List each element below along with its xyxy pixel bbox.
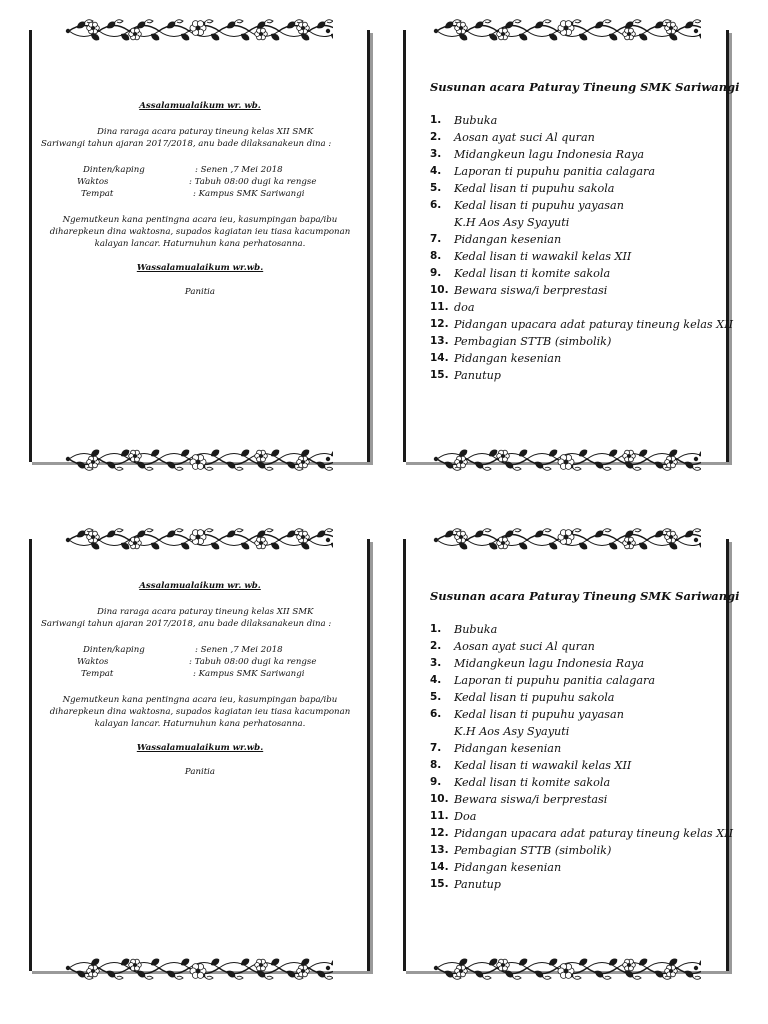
agenda-item: [430, 163, 739, 180]
floral-vine-border-icon: [63, 951, 333, 985]
agenda-item-number: 9.: [430, 267, 442, 279]
agenda-item: [430, 299, 739, 316]
invitation-card-bottom: [27, 523, 372, 983]
agenda-item-number: 2.: [430, 131, 442, 143]
agenda-item: [430, 825, 739, 842]
detail-value: : Kampus SMK Sariwangi: [193, 189, 305, 199]
agenda-item-text: Pidangan kesenian: [454, 861, 562, 874]
detail-label: Tempat: [81, 189, 114, 199]
greeting: Assalamualaikum wr. wb.: [139, 581, 261, 591]
agenda-item-number: 6.: [430, 199, 442, 211]
agenda-item-number: 14.: [430, 352, 449, 364]
agenda-item: [430, 808, 739, 825]
agenda-item-text: Panutup: [454, 369, 501, 382]
agenda-item-number: 14.: [430, 861, 449, 873]
agenda-item: [430, 180, 739, 197]
agenda-item-number: 4.: [430, 165, 442, 177]
detail-label: Waktos: [77, 657, 109, 667]
detail-value: : Tabuh 08:00 dugi ka rengse: [189, 177, 317, 187]
agenda-item-text: Bewara siswa/i berprestasi: [454, 284, 608, 297]
agenda-item-text: Kedal lisan ti wawakil kelas XII: [454, 250, 632, 263]
signature: Panitia: [184, 767, 216, 777]
agenda-item-number: 1.: [430, 623, 442, 635]
intro-line-1: Dina raraga acara paturay tineung kelas XII SMK: [97, 607, 314, 617]
agenda-item-number: 10.: [430, 284, 449, 296]
agenda-list: [430, 621, 739, 893]
agenda-item-text: Laporan ti pupuhu panitia calagara: [454, 674, 656, 687]
agenda-item: [430, 316, 739, 333]
agenda-item-number: 8.: [430, 250, 442, 262]
body-line-3: kalayan lancar. Haturnuhun kana perhatosanna.: [94, 719, 306, 729]
agenda-item: [430, 129, 739, 146]
floral-vine-border-icon: [431, 523, 701, 557]
agenda-item: [430, 214, 739, 231]
body-line-3: kalayan lancar. Haturnuhun kana perhatosanna.: [94, 239, 306, 249]
agenda-item-text: Kedal lisan ti pupuhu yayasan: [454, 199, 624, 212]
agenda-item-number: 2.: [430, 640, 442, 652]
agenda-item: [430, 146, 739, 163]
agenda-item-text: Laporan ti pupuhu panitia calagara: [454, 165, 656, 178]
agenda-item: [430, 655, 739, 672]
agenda-item-number: 13.: [430, 335, 449, 347]
agenda-item-text: Midangkeun lagu Indonesia Raya: [454, 657, 645, 670]
agenda-item-number: 15.: [430, 878, 449, 890]
agenda-item: [430, 197, 739, 214]
agenda-item-number: 3.: [430, 657, 442, 669]
detail-place: [41, 668, 359, 680]
agenda-item-text: Kedal lisan ti komite sakola: [454, 267, 611, 280]
agenda-item: [430, 367, 739, 384]
detail-value: : Senen ,7 Mei 2018: [195, 165, 283, 175]
agenda-item-text: Midangkeun lagu Indonesia Raya: [454, 148, 645, 161]
agenda-item: [430, 333, 739, 350]
agenda-item-text: Bubuka: [454, 114, 498, 127]
agenda-item: [430, 112, 739, 129]
agenda-item-text: Pidangan kesenian: [454, 233, 562, 246]
agenda-item-number: 5.: [430, 691, 442, 703]
agenda-item-text: Kedal lisan ti pupuhu sakola: [454, 182, 615, 195]
agenda-item-text: Pidangan kesenian: [454, 742, 562, 755]
agenda-item: [430, 265, 739, 282]
signature: Panitia: [184, 287, 216, 297]
agenda-item-number: 5.: [430, 182, 442, 194]
greeting: Assalamualaikum wr. wb.: [139, 101, 261, 111]
invitation-card-top: [27, 14, 372, 474]
intro-line-2: Sariwangi tahun ajaran 2017/2018, anu bade dilaksanakeun dina :: [41, 619, 332, 629]
agenda-item-number: 7.: [430, 742, 442, 754]
floral-vine-border-icon: [63, 14, 333, 48]
agenda-item-text: Kedal lisan ti wawakil kelas XII: [454, 759, 632, 772]
agenda-item-text: Pidangan upacara adat paturay tineung kelas XII: [454, 827, 734, 840]
agenda-item-text: Pembagian STTB (simbolik): [454, 335, 612, 348]
detail-value: : Kampus SMK Sariwangi: [193, 669, 305, 679]
agenda-item-number: 11.: [430, 810, 449, 822]
agenda-item-number: 8.: [430, 759, 442, 771]
agenda-item-number: 4.: [430, 674, 442, 686]
agenda-item-text: Kedal lisan ti pupuhu yayasan: [454, 708, 624, 721]
closing: Wassalamualaikum wr.wb.: [136, 743, 264, 753]
detail-label: Dinten/kaping: [83, 645, 145, 655]
agenda-item: [430, 842, 739, 859]
agenda-item: [430, 757, 739, 774]
agenda-item-text: K.H Aos Asy Syayuti: [454, 725, 570, 738]
agenda-item-number: 12.: [430, 827, 449, 839]
floral-vine-border-icon: [63, 442, 333, 476]
agenda: [430, 80, 739, 384]
agenda-item-number: [430, 214, 454, 231]
detail-value: : Senen ,7 Mei 2018: [195, 645, 283, 655]
agenda-item-text: Pidangan kesenian: [454, 352, 562, 365]
agenda-card-top: [401, 14, 746, 474]
agenda-item-number: 1.: [430, 114, 442, 126]
agenda-item: [430, 791, 739, 808]
detail-place: [41, 188, 359, 200]
floral-vine-border-icon: [431, 14, 701, 48]
agenda-item: [430, 859, 739, 876]
detail-time: [41, 656, 359, 668]
agenda-item-number: 10.: [430, 793, 449, 805]
agenda-item-text: Doa: [454, 810, 477, 823]
detail-label: Tempat: [81, 669, 114, 679]
agenda-item-number: 15.: [430, 369, 449, 381]
body-line-1: Ngemutkeun kana pentingna acara ieu, kasumpingan bapa/ibu: [62, 215, 338, 225]
invitation-letter: [41, 580, 359, 778]
agenda-item: [430, 231, 739, 248]
agenda-item: [430, 740, 739, 757]
floral-vine-border-icon: [431, 442, 701, 476]
agenda-item-text: Pembagian STTB (simbolik): [454, 844, 612, 857]
agenda-item-number: 3.: [430, 148, 442, 160]
agenda-item-number: 11.: [430, 301, 449, 313]
agenda-item-text: doa: [454, 301, 475, 314]
detail-date: [41, 164, 359, 176]
detail-label: Waktos: [77, 177, 109, 187]
agenda-item-number: 6.: [430, 708, 442, 720]
body-line-2: diharepkeun dina waktosna, supados kagiatan ieu tiasa kacumponan: [49, 707, 351, 717]
agenda-item-text: K.H Aos Asy Syayuti: [454, 216, 570, 229]
agenda-item-number: 12.: [430, 318, 449, 330]
detail-label: Dinten/kaping: [83, 165, 145, 175]
detail-time: [41, 176, 359, 188]
agenda-item-text: Aosan ayat suci Al quran: [454, 640, 595, 653]
agenda-item-text: Aosan ayat suci Al quran: [454, 131, 595, 144]
agenda-item: [430, 774, 739, 791]
detail-date: [41, 644, 359, 656]
agenda-item: [430, 282, 739, 299]
agenda-item-number: 9.: [430, 776, 442, 788]
agenda-item: [430, 638, 739, 655]
agenda-item: [430, 621, 739, 638]
invitation-letter: [41, 100, 359, 298]
agenda-item: [430, 248, 739, 265]
agenda-item-number: [430, 723, 454, 740]
agenda-item-text: Panutup: [454, 878, 501, 891]
agenda-item-text: Kedal lisan ti pupuhu sakola: [454, 691, 615, 704]
agenda-item-text: Bubuka: [454, 623, 498, 636]
floral-vine-border-icon: [63, 523, 333, 557]
agenda-item-text: Pidangan upacara adat paturay tineung kelas XII: [454, 318, 734, 331]
agenda-item: [430, 723, 739, 740]
agenda-item: [430, 876, 739, 893]
agenda-item: [430, 689, 739, 706]
closing: Wassalamualaikum wr.wb.: [136, 263, 264, 273]
agenda: [430, 589, 739, 893]
body-line-2: diharepkeun dina waktosna, supados kagiatan ieu tiasa kacumponan: [49, 227, 351, 237]
agenda-item: [430, 350, 739, 367]
agenda-item: [430, 672, 739, 689]
agenda-card-bottom: [401, 523, 746, 983]
agenda-item-number: 13.: [430, 844, 449, 856]
intro-line-2: Sariwangi tahun ajaran 2017/2018, anu bade dilaksanakeun dina :: [41, 139, 332, 149]
detail-value: : Tabuh 08:00 dugi ka rengse: [189, 657, 317, 667]
agenda-item-text: Bewara siswa/i berprestasi: [454, 793, 608, 806]
agenda-title: Susunan acara Paturay Tineung SMK Sariwangi: [430, 80, 740, 94]
agenda-title: Susunan acara Paturay Tineung SMK Sariwangi: [430, 589, 740, 603]
intro-line-1: Dina raraga acara paturay tineung kelas XII SMK: [97, 127, 314, 137]
floral-vine-border-icon: [431, 951, 701, 985]
agenda-item-number: 7.: [430, 233, 442, 245]
agenda-item: [430, 706, 739, 723]
agenda-list: [430, 112, 739, 384]
body-line-1: Ngemutkeun kana pentingna acara ieu, kasumpingan bapa/ibu: [62, 695, 338, 705]
agenda-item-text: Kedal lisan ti komite sakola: [454, 776, 611, 789]
